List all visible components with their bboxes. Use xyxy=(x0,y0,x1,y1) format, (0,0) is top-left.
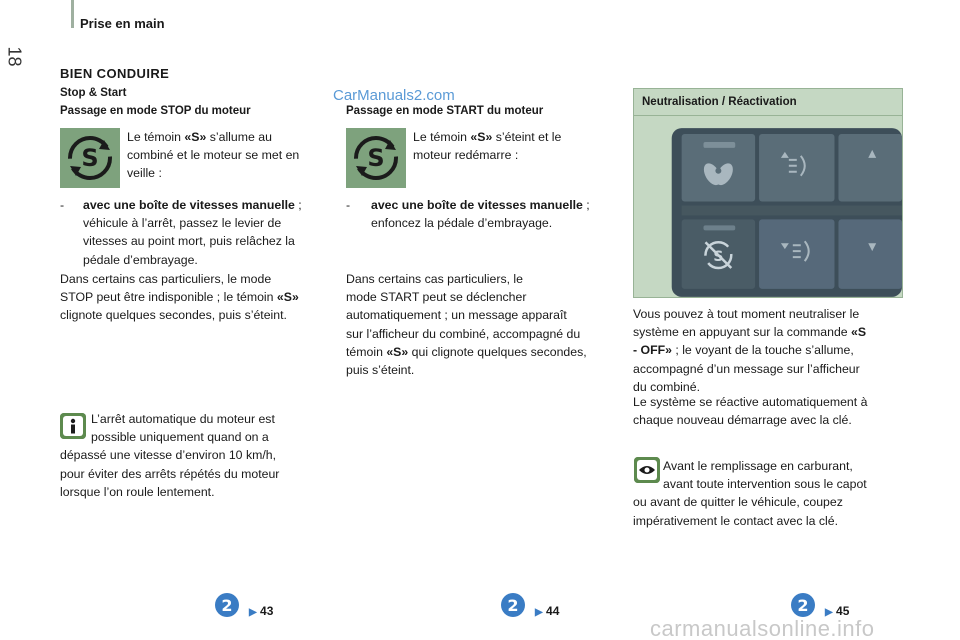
start-bullet: avec une boîte de vitesses manuelle ; enfoncez la pédale d’embrayage. xyxy=(371,198,590,231)
footer-link-43[interactable] xyxy=(214,592,240,623)
stop-start-s-icon xyxy=(60,128,120,188)
svg-text:2: 2 xyxy=(507,596,519,615)
svg-text:2: 2 xyxy=(221,596,233,615)
play-arrow-icon: ▶ xyxy=(825,607,833,618)
footer-link-44[interactable] xyxy=(500,592,526,623)
subheading-start-mode: Passage en mode START du moteur xyxy=(346,105,544,117)
chapter-badge-icon xyxy=(500,592,526,618)
page-number: 18 xyxy=(4,46,25,67)
chapter-badge-icon xyxy=(214,592,240,618)
svg-text:S: S xyxy=(367,144,385,172)
warning-note: Avant le remplissage en carburant, avant toute intervention sous le capot ou avant de quitter le véhicule, coupez impérativement le contact avec la clé. xyxy=(633,459,867,528)
neutralisation-panel-title: Neutralisation / Réactivation xyxy=(633,88,903,116)
start-s-icon xyxy=(346,128,406,188)
info-note: L’arrêt automatique du moteur est possible uniquement quand on a dépassé une vitesse d’environ 10 km/h, pour éviter des arrêts répétés du moteur lorsque l’on roule lentement. xyxy=(60,412,280,499)
header-bar xyxy=(71,0,74,28)
svg-text:S: S xyxy=(713,249,724,266)
reactivate-paragraph: Le système se réactive automatiquement à chaque nouveau démarrage avec la clé. xyxy=(633,395,868,428)
start-intro: Le témoin «S» s’éteint et le moteur redémarre : xyxy=(413,130,562,163)
stop-paragraph: Dans certains cas particuliers, le mode STOP peut être indisponible ; le témoin «S» clignote quelques secondes, puis s’éteint. xyxy=(60,272,299,323)
footer-ref-43[interactable]: ▶ 43 xyxy=(249,604,274,618)
chapter-badge-icon xyxy=(790,592,816,618)
svg-text:S: S xyxy=(81,144,99,172)
stop-intro: Le témoin «S» s’allume au combiné et le moteur se met en veille : xyxy=(127,130,300,181)
stop-bullet: avec une boîte de vitesses manuelle ; véhicule à l’arrêt, passez le levier de vitesses au point mort, puis relâchez la pédale d’embrayage. xyxy=(83,198,302,267)
watermark-top[interactable]: CarManuals2.com xyxy=(333,87,455,104)
footer-ref-45[interactable]: ▶ 45 xyxy=(825,604,850,618)
page-heading: BIEN CONDUIRE xyxy=(60,66,170,81)
play-arrow-icon: ▶ xyxy=(535,607,543,618)
neutralise-paragraph: Vous pouvez à tout moment neutraliser le système en appuyant sur la commande «S - OFF» ; le voyant de la touche s’allume, accompagné d’un message sur l’afficheur du combiné. xyxy=(633,307,867,394)
section-title: Prise en main xyxy=(80,16,165,31)
footer-ref-44[interactable]: ▶ 44 xyxy=(535,604,560,618)
svg-text:2: 2 xyxy=(797,596,809,615)
start-paragraph: Dans certains cas particuliers, le mode START peut se déclencher automatiquement ; un message apparaît sur l’afficheur du combiné, accompagné du témoin «S» qui clignote quelques secondes, puis s’éteint. xyxy=(346,272,587,378)
watermark-bottom[interactable]: carmanualsonline.info xyxy=(650,616,875,640)
dashboard-buttons-illustration xyxy=(633,116,903,298)
play-arrow-icon: ▶ xyxy=(249,607,257,618)
start-bullet-dash: - xyxy=(346,198,351,212)
stop-bullet-dash: - xyxy=(60,198,65,212)
subheading-stop-mode: Passage en mode STOP du moteur xyxy=(60,105,251,117)
subheading-stop-start: Stop & Start xyxy=(60,87,127,99)
